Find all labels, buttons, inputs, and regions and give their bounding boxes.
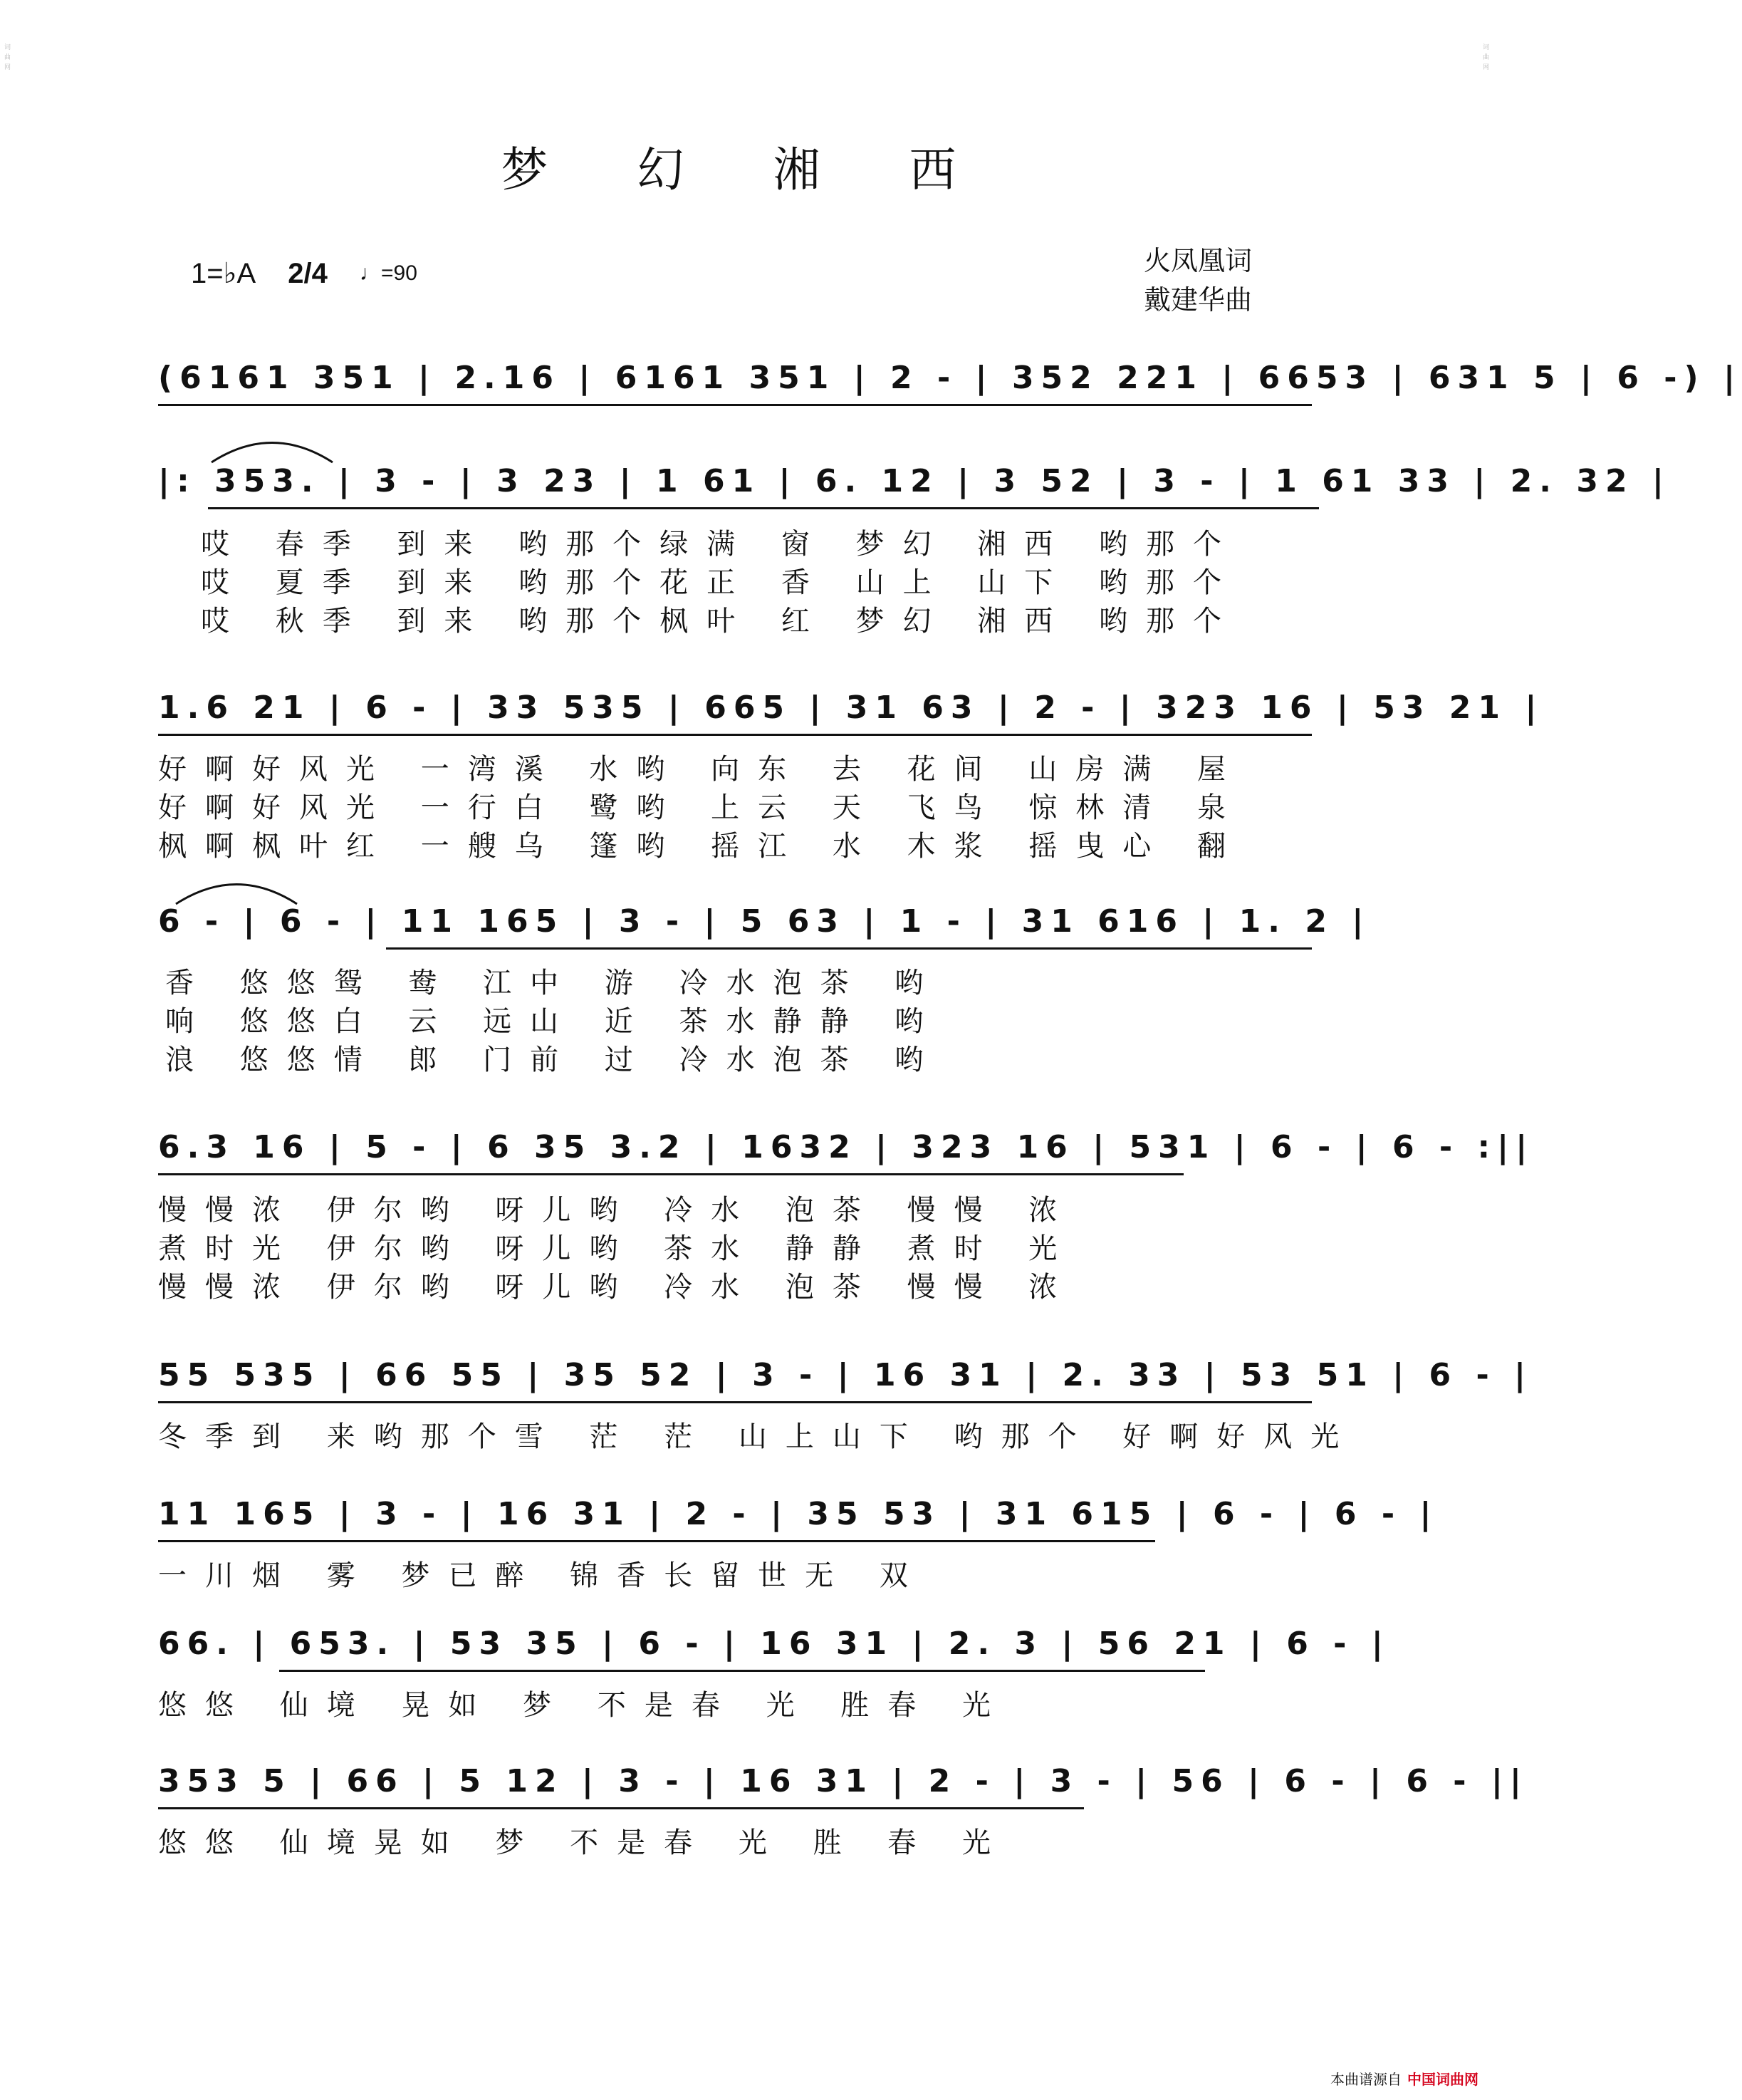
lyric-line: 浪 悠悠情 郎 门前 过 冷水泡茶 哟 <box>165 1044 942 1076</box>
notation-line: |: 353. | 3 - | 3 23 | 1 61 | 6. 12 | 3 52 | 3 - | 1 61 33 | 2. 32 | <box>158 463 1671 499</box>
notation-line: 6.3 16 | 5 - | 6 35 3.2 | 1632 | 323 16 | 531 | 6 - | 6 - :|| <box>158 1129 1535 1165</box>
slur <box>172 872 301 908</box>
tempo-marking: ♩=90 <box>360 261 417 286</box>
score-meta <box>191 256 442 290</box>
lyricist-credit: 火凤凰词 <box>1144 245 1253 276</box>
left-side-watermark: 词曲网 <box>4 44 11 71</box>
right-side-watermark: 词曲网 <box>1483 44 1490 71</box>
score-system <box>158 1763 1528 1859</box>
score-system <box>158 463 1671 638</box>
score-system <box>158 1626 1390 1722</box>
lyric-line: 悠悠 仙境晃如 梦 不是春 光 胜 春 光 <box>158 1826 1010 1859</box>
lyric-line: 慢慢浓 伊尔哟 呀儿哟 冷水 泡茶 慢慢 浓 <box>158 1194 1076 1227</box>
page-footer <box>1330 2068 1478 2089</box>
footer-brand[interactable]: 中国词曲网 <box>1407 2071 1478 2088</box>
lyric-line: 哎 春季 到来 哟那个绿满 窗 梦幻 湘西 哟那个 <box>201 528 1241 561</box>
lyric-line: 哎 夏季 到来 哟那个花正 香 山上 山下 哟那个 <box>201 566 1241 599</box>
score-system <box>158 1357 1533 1453</box>
lyric-line: 哎 秋季 到来 哟那个枫叶 红 梦幻 湘西 哟那个 <box>201 605 1241 638</box>
key-signature: 1=♭A <box>191 258 256 290</box>
score-system <box>158 903 1371 1076</box>
lyric-line: 好啊好风光 一湾溪 水哟 向东 去 花间 山房满 屋 <box>158 753 1245 786</box>
notation-line: 1.6 21 | 6 - | 33 535 | 665 | 31 63 | 2 - | 323 16 | 53 21 | <box>158 690 1544 726</box>
page-title: 梦 幻 湘 西 <box>501 142 993 197</box>
score-system <box>158 690 1544 863</box>
lyric-line: 枫啊枫叶红 一艘乌 篷哟 摇江 水 木浆 摇曳心 翻 <box>158 830 1245 863</box>
footer-source: 本曲谱源自 <box>1330 2071 1402 2088</box>
lyric-line: 一川烟 雾 梦已醉 锦香长留世无 双 <box>158 1559 927 1592</box>
lyric-line: 香 悠悠鸳 鸯 江中 游 冷水泡茶 哟 <box>165 967 942 999</box>
score-system <box>158 1496 1439 1592</box>
lyric-line: 煮时光 伊尔哟 呀儿哟 茶水 静静 煮时 光 <box>158 1232 1076 1265</box>
notation-line: 66. | 653. | 53 35 | 6 - | 16 31 | 2. 3 | 56 21 | 6 - | <box>158 1626 1390 1662</box>
lyric-line: 悠悠 仙境 晃如 梦 不是春 光 胜春 光 <box>158 1689 1010 1722</box>
score-system <box>158 1129 1535 1304</box>
lyric-line: 响 悠悠白 云 远山 近 茶水静静 哟 <box>165 1005 942 1038</box>
notation-line: 6 - | 6 - | 11 165 | 3 - | 5 63 | 1 - | 31 616 | 1. 2 | <box>158 903 1371 940</box>
notation-line: 55 535 | 66 55 | 35 52 | 3 - | 16 31 | 2. 33 | 53 51 | 6 - | <box>158 1357 1533 1393</box>
lyric-line: 好啊好风光 一行白 鹭哟 上云 天 飞鸟 惊林清 泉 <box>158 791 1245 824</box>
notation-line: (6161 351 | 2.16 | 6161 351 | 2 - | 352 221 | 6653 | 631 5 | 6 -) | <box>158 360 1742 396</box>
score-system <box>158 360 1742 396</box>
notation-line: 11 165 | 3 - | 16 31 | 2 - | 35 53 | 31 615 | 6 - | 6 - | <box>158 1496 1439 1532</box>
lyric-line: 慢慢浓 伊尔哟 呀儿哟 冷水 泡茶 慢慢 浓 <box>158 1271 1076 1304</box>
composer-credit: 戴建华曲 <box>1144 284 1253 316</box>
slur <box>208 430 336 466</box>
lyric-line: 冬季到 来哟那个雪 茫 茫 山上山下 哟那个 好啊好风光 <box>158 1420 1358 1453</box>
time-signature: 2/4 <box>288 257 328 289</box>
notation-line: 353 5 | 66 | 5 12 | 3 - | 16 31 | 2 - | 3 - | 56 | 6 - | 6 - || <box>158 1763 1528 1799</box>
